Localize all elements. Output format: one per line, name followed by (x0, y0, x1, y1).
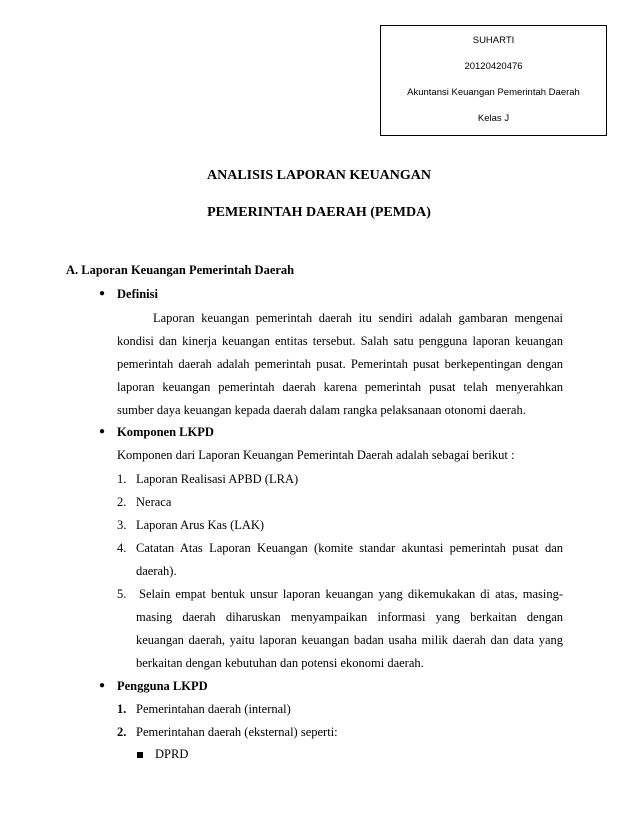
list-item: Laporan Arus Kas (LAK) (136, 518, 265, 532)
list-item: Catatan Atas Laporan Keuangan (komite standar akuntasi pemerintah pusat dan (136, 541, 563, 555)
bullet-icon: ● (99, 426, 106, 437)
list-item-cont: keuangan daerah, yaitu laporan keuangan badan usaha milik daerah dan data yang (136, 633, 563, 647)
definisi-line: sumber daya keuangan kepada daerah dalam rangka pelaksanaan otonomi daerah. (117, 403, 526, 417)
list-item: Laporan Realisasi APBD (LRA) (136, 472, 299, 486)
list-number: 3. (117, 518, 127, 532)
square-bullet-icon (137, 752, 143, 758)
class-name: Kelas J (477, 113, 510, 124)
definisi-line: kondisi dan kinerja keuangan entitas tersebut. Salah satu pengguna laporan keuangan (117, 334, 563, 348)
list-item: Selain empat bentuk unsur laporan keuangan yang dikemukakan di atas, masing- (139, 587, 563, 601)
definisi-line: pemerintah daerah adalah pemerintah pusat. Pemerintah pusat berkepentingan dengan (117, 357, 563, 371)
definisi-line: Laporan keuangan pemerintah daerah itu sendiri adalah gambaran mengenai (153, 311, 563, 325)
komponen-heading: Komponen LKPD (117, 425, 214, 439)
list-item-cont: berkaitan dengan kebutuhan dan potensi ekonomi daerah. (136, 656, 424, 670)
pengguna-heading: Pengguna LKPD (117, 679, 208, 693)
list-item: Neraca (136, 495, 172, 509)
list-number: 5. (117, 587, 127, 601)
student-info-box (380, 25, 607, 136)
list-number: 4. (117, 541, 127, 555)
student-id: 20120420476 (464, 61, 523, 72)
komponen-intro: Komponen dari Laporan Keuangan Pemerintah Daerah adalah sebagai berikut : (117, 448, 515, 462)
definisi-line: laporan keuangan pemerintah daerah karena pemerintah pusat telah menyerahkan (117, 380, 563, 394)
section-a-heading: A. Laporan Keuangan Pemerintah Daerah (66, 263, 295, 277)
list-number: 1. (117, 472, 127, 486)
list-number: 1. (117, 702, 127, 716)
list-number: 2. (117, 495, 127, 509)
sub-list-item: DPRD (155, 747, 189, 761)
list-item-cont: masing daerah diharuskan menyampaikan informasi yang berkaitan dengan (136, 610, 563, 624)
course-name: Akuntansi Keuangan Pemerintah Daerah (407, 87, 580, 98)
student-name: SUHARTI (472, 35, 515, 46)
doc-title-line2: PEMERINTAH DAERAH (PEMDA) (207, 205, 431, 220)
list-item: Pemerintahan daerah (eksternal) seperti: (136, 725, 338, 739)
definisi-heading: Definisi (117, 287, 158, 301)
list-item-cont: daerah). (136, 564, 177, 578)
bullet-icon: ● (99, 288, 106, 299)
doc-title-line1: ANALISIS LAPORAN KEUANGAN (206, 168, 432, 183)
list-item: Pemerintahan daerah (internal) (136, 702, 291, 716)
bullet-icon: ● (99, 680, 106, 691)
list-number: 2. (117, 725, 127, 739)
